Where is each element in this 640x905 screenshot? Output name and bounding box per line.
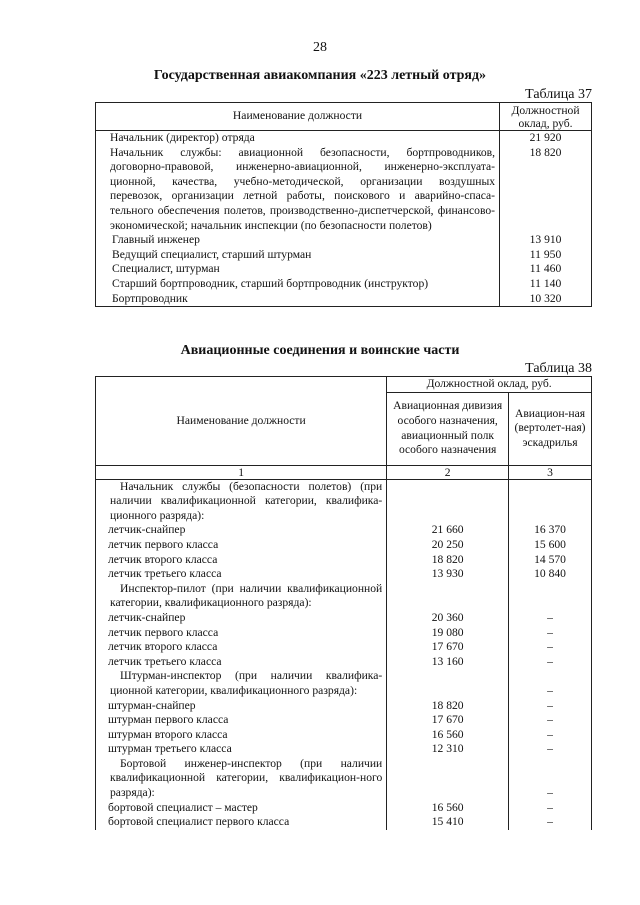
- salary-col2: 17 670: [387, 713, 509, 728]
- table-38-colnum-3: 3: [509, 465, 592, 479]
- salary-col2: [387, 479, 509, 523]
- table-38-row: [96, 553, 592, 568]
- table-38-row: [96, 713, 592, 728]
- position-name: летчик второго класса: [96, 553, 387, 568]
- salary-col2: 18 820: [387, 553, 509, 568]
- salary-value: 10 320: [500, 292, 592, 307]
- table-38-header-name: Наименование должности: [96, 377, 387, 466]
- table-38-row: [96, 757, 592, 801]
- salary-col2: 20 250: [387, 538, 509, 553]
- table-38-row: [96, 611, 592, 626]
- table-37-row: [96, 277, 592, 292]
- section-title-223-squadron: Государственная авиакомпания «223 летный отряд»: [153, 68, 487, 83]
- table-38-row: [96, 523, 592, 538]
- salary-col2: 18 820: [387, 699, 509, 714]
- table-37-row: [96, 233, 592, 248]
- table-38-row: [96, 538, 592, 553]
- salary-col3: 16 370: [509, 523, 592, 538]
- table-38-row: [96, 655, 592, 670]
- salary-col2: 13 930: [387, 567, 509, 582]
- table-38-row: [96, 801, 592, 816]
- salary-col3: –: [509, 669, 592, 698]
- table-38-row: [96, 582, 592, 611]
- position-name: летчик третьего класса: [96, 655, 387, 670]
- salary-col3: –: [509, 626, 592, 641]
- table-38-header-salary: Должностной оклад, руб.: [387, 377, 592, 393]
- table-38-header-col3: Авиацион-ная (вертолет-ная) эскадрилья: [509, 392, 592, 465]
- position-name: летчик первого класса: [96, 626, 387, 641]
- position-name: Начальник службы: авиационной безопасности, бортпроводников, договорно-правовой, инженерно-авиационной, инженерно-эксплуата-ционной, качества, учебно-методической, организации воздушных перевозок, организации летной работы, поискового и аварийно-спаса-тельного обеспечения полетов, производственно-диспетчерской, финансово-экономической; начальник инспекции (по безопасности полетов): [96, 146, 500, 234]
- table-38-row: [96, 699, 592, 714]
- table-38-row: [96, 728, 592, 743]
- position-name: Главный инженер: [96, 233, 500, 248]
- position-name: Старший бортпроводник, старший бортпроводник (инструктор): [96, 277, 500, 292]
- salary-col3: [509, 479, 592, 523]
- position-name: штурман первого класса: [96, 713, 387, 728]
- table-38-row: [96, 626, 592, 641]
- salary-col2: 13 160: [387, 655, 509, 670]
- salary-col3: –: [509, 699, 592, 714]
- table-37-label: Таблица 37: [525, 87, 592, 102]
- salary-col2: 16 560: [387, 801, 509, 816]
- salary-col3: 14 570: [509, 553, 592, 568]
- salary-value: 11 460: [500, 262, 592, 277]
- position-name: летчик-снайпер: [96, 523, 387, 538]
- position-name: Начальник службы (безопасности полетов) (при наличии квалификационной категории, квалифика-ционного разряда):: [96, 479, 387, 523]
- section-title-aviation-units: Авиационные соединения и воинские части: [180, 343, 460, 358]
- salary-value: 21 920: [500, 131, 592, 146]
- table-38-row: [96, 669, 592, 698]
- table-38-row: [96, 479, 592, 523]
- salary-col2: 20 360: [387, 611, 509, 626]
- position-name: штурман-снайпер: [96, 699, 387, 714]
- salary-col3: [509, 582, 592, 611]
- position-name: летчик третьего класса: [96, 567, 387, 582]
- table-37-row: [96, 131, 592, 146]
- table-37-header-name: Наименование должности: [96, 103, 500, 131]
- salary-col2: [387, 669, 509, 698]
- position-name: Инспектор-пилот (при наличии квалификационной категории, квалификационного разряда):: [96, 582, 387, 611]
- position-name: Бортпроводник: [96, 292, 500, 307]
- position-name: Специалист, штурман: [96, 262, 500, 277]
- salary-value: 18 820: [500, 146, 592, 234]
- salary-value: 11 140: [500, 277, 592, 292]
- salary-col3: –: [509, 713, 592, 728]
- salary-col2: 19 080: [387, 626, 509, 641]
- salary-col3: –: [509, 728, 592, 743]
- table-38-colnum-1: 1: [96, 465, 387, 479]
- table-38-row: [96, 640, 592, 655]
- table-38-body: [96, 479, 592, 830]
- position-name: Начальник (директор) отряда: [96, 131, 500, 146]
- position-name: Ведущий специалист, старший штурман: [96, 248, 500, 263]
- salary-col2: 15 410: [387, 815, 509, 830]
- salary-col2: [387, 582, 509, 611]
- table-37-row: [96, 262, 592, 277]
- table-38: [95, 376, 592, 830]
- salary-value: 13 910: [500, 233, 592, 248]
- position-name: штурман третьего класса: [96, 742, 387, 757]
- table-37: [95, 102, 592, 307]
- table-38-colnum-2: 2: [387, 465, 509, 479]
- salary-value: 11 950: [500, 248, 592, 263]
- table-37-row: [96, 146, 592, 234]
- position-name: летчик-снайпер: [96, 611, 387, 626]
- position-name: штурман второго класса: [96, 728, 387, 743]
- salary-col3: –: [509, 757, 592, 801]
- salary-col2: [387, 757, 509, 801]
- salary-col2: 12 310: [387, 742, 509, 757]
- salary-col3: 15 600: [509, 538, 592, 553]
- salary-col3: –: [509, 611, 592, 626]
- position-name: летчик второго класса: [96, 640, 387, 655]
- salary-col3: –: [509, 742, 592, 757]
- table-37-header-salary: Должностной оклад, руб.: [500, 103, 592, 131]
- salary-col3: 10 840: [509, 567, 592, 582]
- table-38-label: Таблица 38: [525, 361, 592, 376]
- salary-col3: –: [509, 655, 592, 670]
- table-38-row: [96, 815, 592, 830]
- table-38-row: [96, 742, 592, 757]
- salary-col3: –: [509, 640, 592, 655]
- salary-col2: 21 660: [387, 523, 509, 538]
- table-37-row: [96, 292, 592, 307]
- salary-col3: –: [509, 801, 592, 816]
- table-38-header-col2: Авиационная дивизия особого назначения, авиационный полк особого назначения: [387, 392, 509, 465]
- table-37-body: [96, 131, 592, 307]
- position-name: бортовой специалист – мастер: [96, 801, 387, 816]
- page-number: 28: [313, 40, 327, 55]
- salary-col2: 16 560: [387, 728, 509, 743]
- table-37-row: [96, 248, 592, 263]
- salary-col3: –: [509, 815, 592, 830]
- position-name: летчик первого класса: [96, 538, 387, 553]
- table-38-row: [96, 567, 592, 582]
- position-name: Штурман-инспектор (при наличии квалифика-ционной категории, квалификационного разряда):: [96, 669, 387, 698]
- position-name: Бортовой инженер-инспектор (при наличии квалификационной категории, квалификацион-ного разряда):: [96, 757, 387, 801]
- position-name: бортовой специалист первого класса: [96, 815, 387, 830]
- salary-col2: 17 670: [387, 640, 509, 655]
